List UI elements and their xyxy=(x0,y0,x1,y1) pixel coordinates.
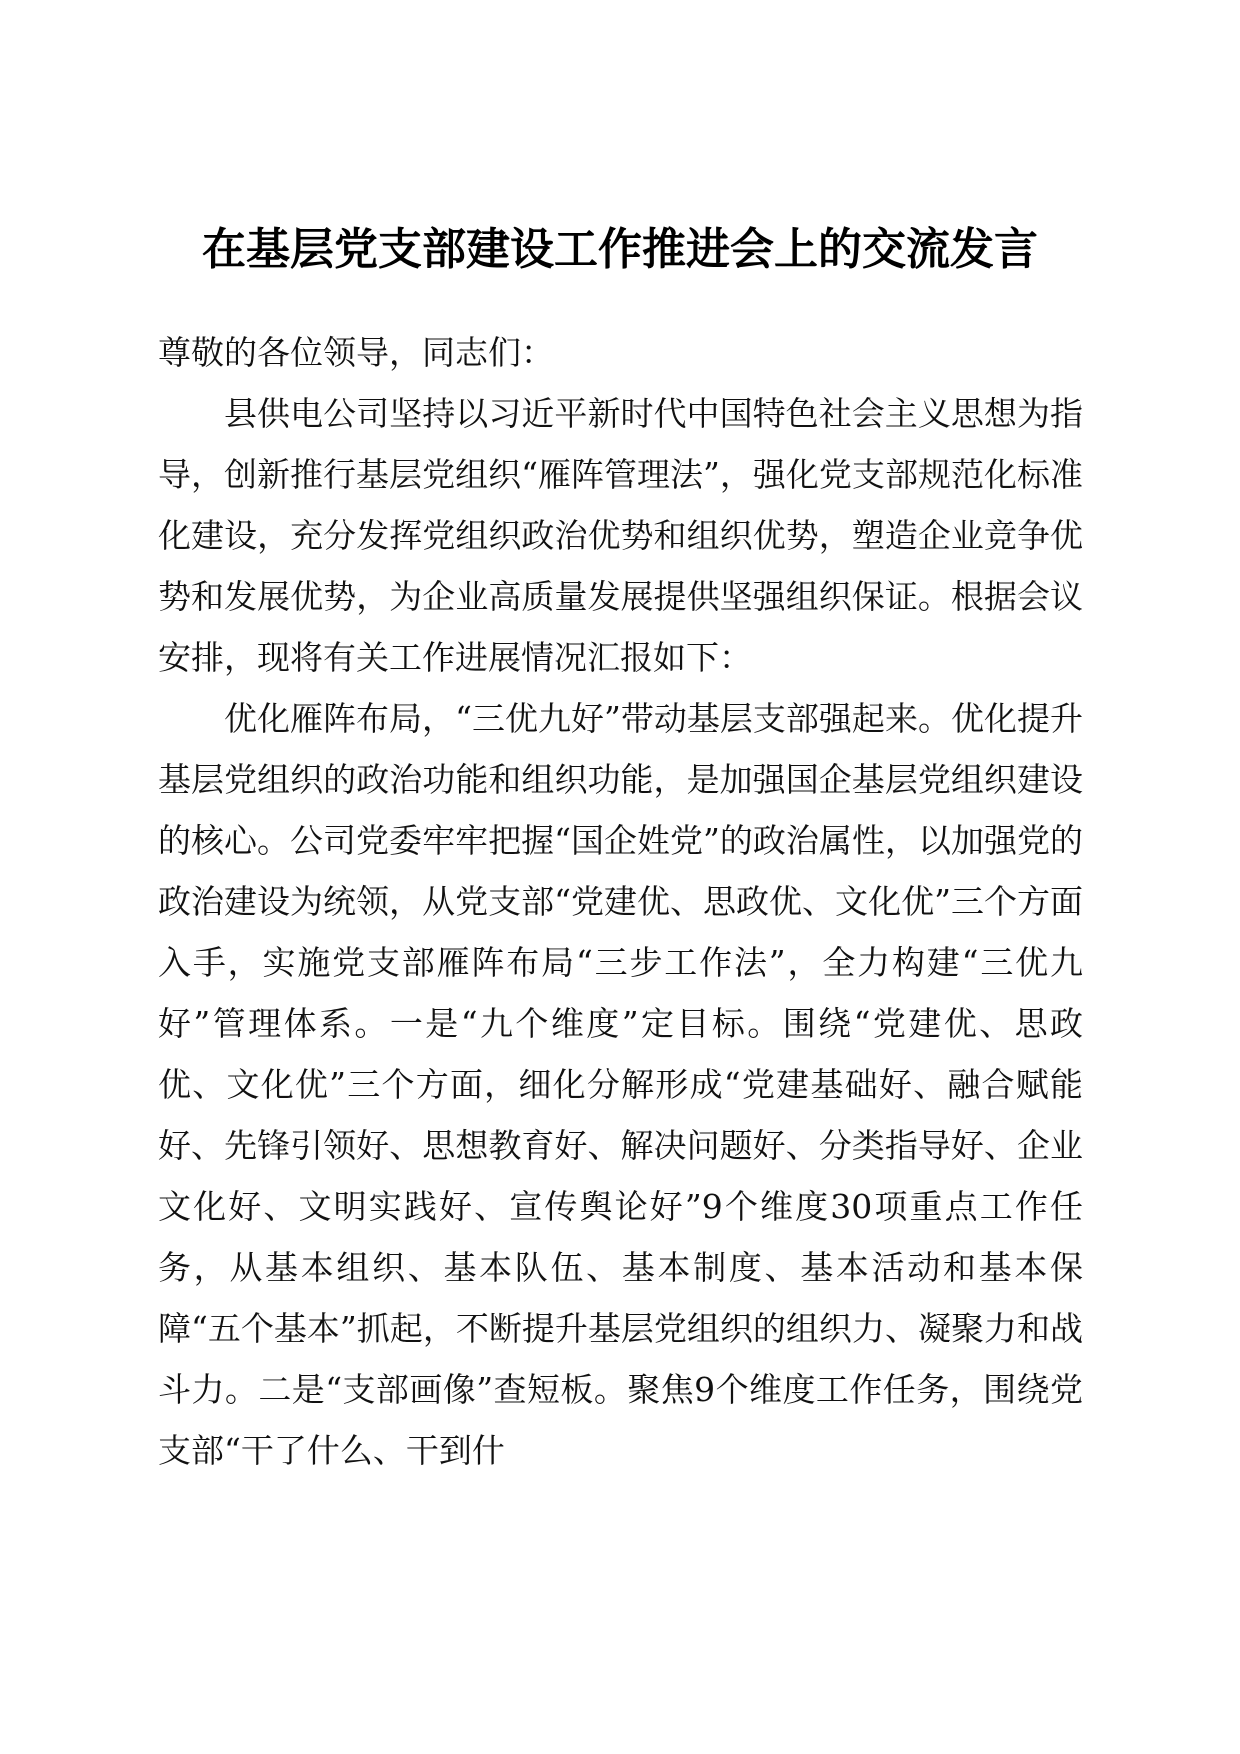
document-body xyxy=(158,322,1083,1481)
paragraph-section-one: 优化雁阵布局，“三优九好”带动基层支部强起来。优化提升基层党组织的政治功能和组织功能，是加强国企基层党组织建设的核心。公司党委牢牢把握“国企姓党”的政治属性，以加强党的政治建设为统领，从党支部“党建优、思政优、文化优”三个方面入手，实施党支部雁阵布局“三步工作法”，全力构建“三优九好”管理体系。一是“九个维度”定目标。围绕“党建优、思政优、文化优”三个方面，细化分解形成“党建基础好、融合赋能好、先锋引领好、思想教育好、解决问题好、分类指导好、企业文化好、文明实践好、宣传舆论好”9个维度30项重点工作任务，从基本组织、基本队伍、基本制度、基本活动和基本保障“五个基本”抓起，不断提升基层党组织的组织力、凝聚力和战斗力。二是“支部画像”查短板。聚焦9个维度工作任务，围绕党支部“干了什么、干到什 xyxy=(158,699,1083,1470)
paragraph-intro: 县供电公司坚持以习近平新时代中国特色社会主义思想为指导，创新推行基层党组织“雁阵管理法”，强化党支部规范化标准化建设，充分发挥党组织政治优势和组织优势，塑造企业竞争优势和发展优势，为企业高质量发展提供坚强组织保证。根据会议安排，现将有关工作进展情况汇报如下： xyxy=(158,394,1083,677)
greeting-line: 尊敬的各位领导，同志们： xyxy=(158,333,554,372)
document-title: 在基层党支部建设工作推进会上的交流发言 xyxy=(202,224,1038,275)
